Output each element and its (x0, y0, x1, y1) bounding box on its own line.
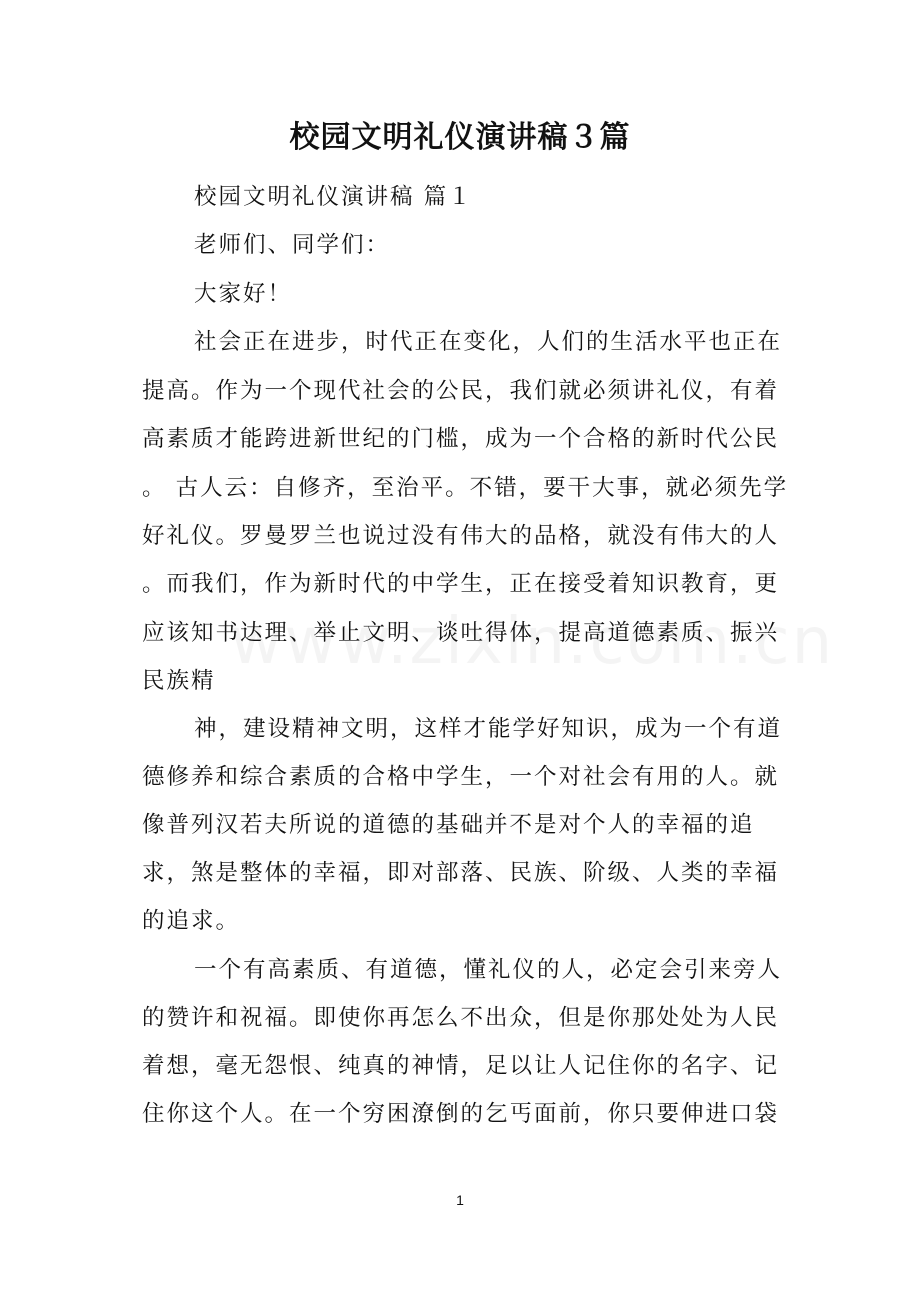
paragraph-line: 提高。作为一个现代社会的公民，我们就必须讲礼仪，有着 (142, 378, 780, 404)
paragraph-line: 神，建设精神文明，这样才能学好知识，成为一个有道 (194, 716, 783, 742)
paragraph-line: 民族精 (142, 668, 216, 694)
salutation: 老师们、同学们： (194, 232, 391, 258)
page-title: 校园文明礼仪演讲稿３篇 (289, 120, 631, 155)
paragraph-line: 住你这个人。在一个穷困潦倒的乞丐面前，你只要伸进口袋 (142, 1101, 780, 1127)
paragraph-line: 高素质才能跨进新世纪的门槛，成为一个合格的新时代公民 (142, 426, 780, 452)
paragraph-line: 好礼仪。罗曼罗兰也说过没有伟大的品格，就没有伟大的人 (142, 523, 780, 549)
paragraph-line: 社会正在进步，时代正在变化，人们的生活水平也正在 (194, 329, 783, 355)
paragraph-line: 着想，毫无怨恨、纯真的神情，足以让人记住你的名字、记 (142, 1053, 780, 1079)
paragraph-line: 一个有高素质、有道德，懂礼仪的人，必定会引来旁人 (194, 957, 783, 983)
section-heading: 校园文明礼仪演讲稿 篇１ (194, 184, 473, 210)
paragraph-line: 像普列汉若夫所说的道德的基础并不是对个人的幸福的追 (142, 812, 755, 838)
greeting: 大家好！ (194, 281, 293, 307)
paragraph-line: 的追求。 (142, 908, 241, 934)
paragraph-line: 的赞许和祝福。即使你再怎么不出众，但是你那处处为人民 (142, 1005, 780, 1031)
paragraph-line: 。而我们，作为新时代的中学生，正在接受着知识教育，更 (142, 571, 780, 597)
paragraph-line: 应该知书达理、举止文明、谈吐得体，提高道德素质、振兴 (142, 620, 780, 646)
paragraph-line: 求，煞是整体的幸福，即对部落、民族、阶级、人类的幸福 (142, 860, 780, 886)
paragraph-line: 德修养和综合素质的合格中学生，一个对社会有用的人。就 (142, 764, 780, 790)
paragraph-line: 。 古人云：自修齐，至治平。不错，要干大事，就必须先学 (142, 475, 789, 501)
page-number: 1 (456, 1192, 464, 1208)
